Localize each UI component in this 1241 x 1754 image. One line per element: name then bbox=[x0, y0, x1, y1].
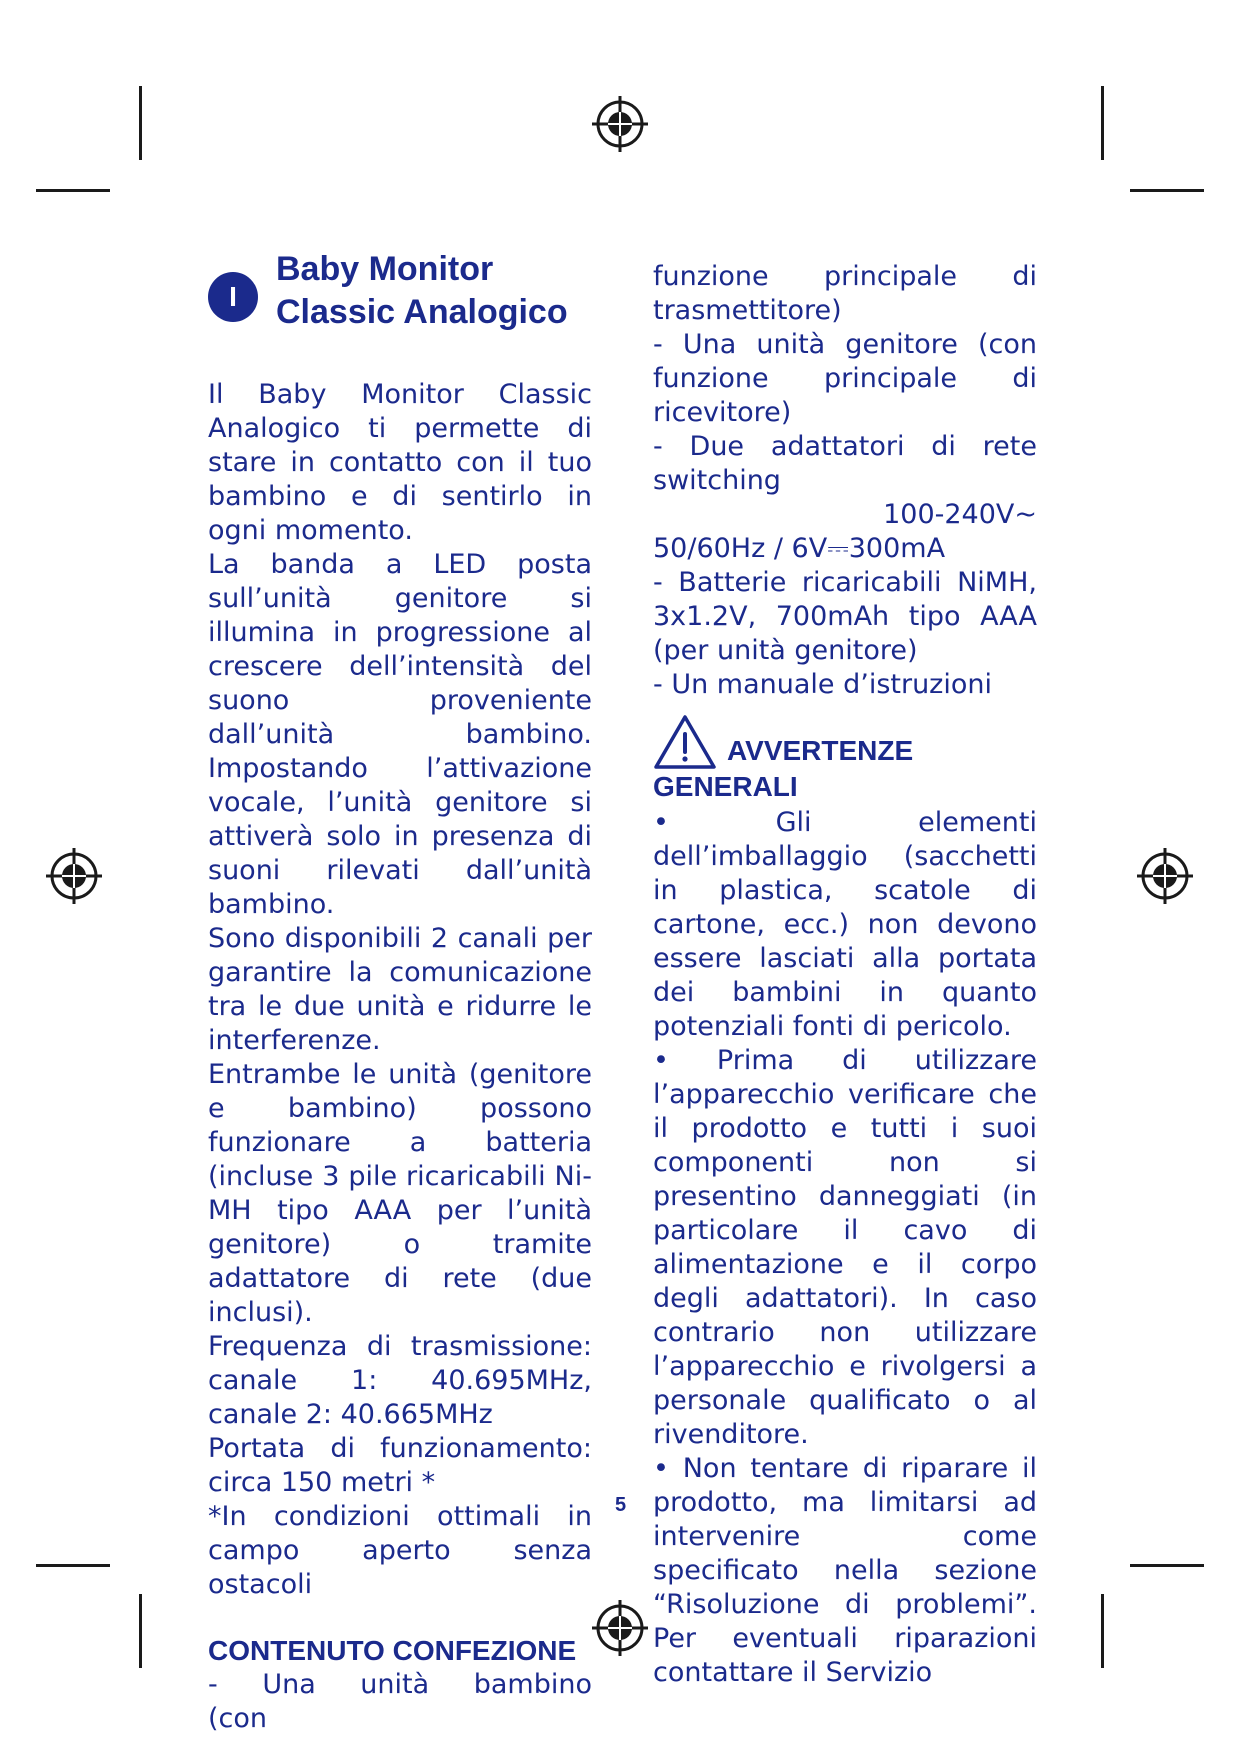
warning-triangle-icon bbox=[653, 714, 717, 770]
package-item-1-start: - Una unità bambino (con bbox=[208, 1669, 592, 1734]
registration-mark-bottom-icon bbox=[590, 1598, 650, 1658]
frequency-paragraph: Frequenza di trasmissione: canale 1: 40.695MHz, canale 2: 40.665MHz bbox=[208, 1331, 592, 1430]
channels-paragraph: Sono disponibili 2 canali per garantire la comunicazione tra le due unità e ridurre le interferenze. bbox=[208, 923, 592, 1056]
footnote-paragraph: *In condizioni ottimali in campo aperto senza ostacoli bbox=[208, 1501, 592, 1600]
title-block bbox=[208, 248, 592, 340]
warning-item-2: • Prima di utilizzare l’apparecchio verificare che il prodotto e tutti i suoi componenti non si presentino danneggiati (in particolare il cavo di alimentazione e il corpo degli adattatori). In caso contrario non utilizzare l’apparecchio e rivolgersi a personale qualificato o al rivenditore. bbox=[653, 1045, 1037, 1450]
crop-mark-top-left-horizontal bbox=[36, 189, 110, 192]
crop-mark-bottom-left-vertical bbox=[139, 1594, 142, 1668]
page-number: 5 bbox=[614, 1494, 627, 1516]
crop-mark-top-left-vertical bbox=[139, 86, 142, 160]
led-paragraph: La banda a LED posta sull’unità genitore si illumina in progressione al crescere dell’intensità del suono proveniente dall’unità bambino. Impostando l’attivazione vocale, l’unità genitore si attiverà solo in presenza di suoni rilevati dall’unità bambino. bbox=[208, 549, 592, 920]
crop-mark-bottom-left-horizontal bbox=[36, 1564, 110, 1567]
package-item-1-end: funzione principale di trasmettitore) bbox=[653, 261, 1037, 326]
package-item-4: - Batterie ricaricabili NiMH, 3x1.2V, 700mAh tipo AAA (per unità genitore) bbox=[653, 567, 1037, 666]
crop-mark-top-right-horizontal bbox=[1130, 189, 1204, 192]
intro-paragraph: Il Baby Monitor Classic Analogico ti permette di stare in contatto con il tuo bambino e di sentirlo in ogni momento. bbox=[208, 379, 592, 546]
range-paragraph: Portata di funzionamento: circa 150 metri * bbox=[208, 1433, 592, 1498]
right-column bbox=[653, 260, 1037, 1690]
power-paragraph: Entrambe le unità (genitore e bambino) possono funzionare a batteria (incluse 3 pile ricaricabili Ni-MH tipo AAA per l’unità genitore) o tramite adattatore di rete (due inclusi). bbox=[208, 1059, 592, 1328]
title-line-2: Classic Analogico bbox=[276, 293, 568, 331]
crop-mark-bottom-right-horizontal bbox=[1130, 1564, 1204, 1567]
package-item-3-output: 50/60Hz / 6V⎓300mA bbox=[653, 533, 946, 564]
warnings-heading: AVVERTENZE GENERALI bbox=[653, 735, 914, 802]
language-badge: I bbox=[208, 272, 258, 322]
warning-item-3: • Non tentare di riparare il prodotto, ma limitarsi ad intervenire come specificato nella sezione “Risoluzione di problemi”. Per eventuali riparazioni contattare il Servizio bbox=[653, 1453, 1037, 1688]
warning-item-1: • Gli elementi dell’imballaggio (sacchetti in plastica, scatole di cartone, ecc.) non devono essere lasciati alla portata dei bambini in quanto potenziali fonti di pericolo. bbox=[653, 807, 1037, 1042]
registration-mark-top-icon bbox=[590, 94, 650, 154]
package-contents-heading: CONTENUTO CONFEZIONE bbox=[208, 1635, 577, 1666]
package-item-3-line-a: - Due adattatori di rete switching bbox=[653, 431, 1037, 496]
warnings-heading-block bbox=[653, 714, 1037, 804]
registration-mark-right-icon bbox=[1135, 846, 1195, 906]
package-item-2: - Una unità genitore (con funzione principale di ricevitore) bbox=[653, 329, 1037, 428]
crop-mark-bottom-right-vertical bbox=[1101, 1594, 1104, 1668]
registration-mark-left-icon bbox=[44, 846, 104, 906]
page-title bbox=[276, 248, 568, 334]
package-item-5: - Un manuale d’istruzioni bbox=[653, 669, 992, 700]
crop-mark-top-right-vertical bbox=[1101, 86, 1104, 160]
package-item-3-voltage: 100-240V~ bbox=[883, 499, 1037, 530]
title-line-1: Baby Monitor bbox=[276, 250, 494, 288]
